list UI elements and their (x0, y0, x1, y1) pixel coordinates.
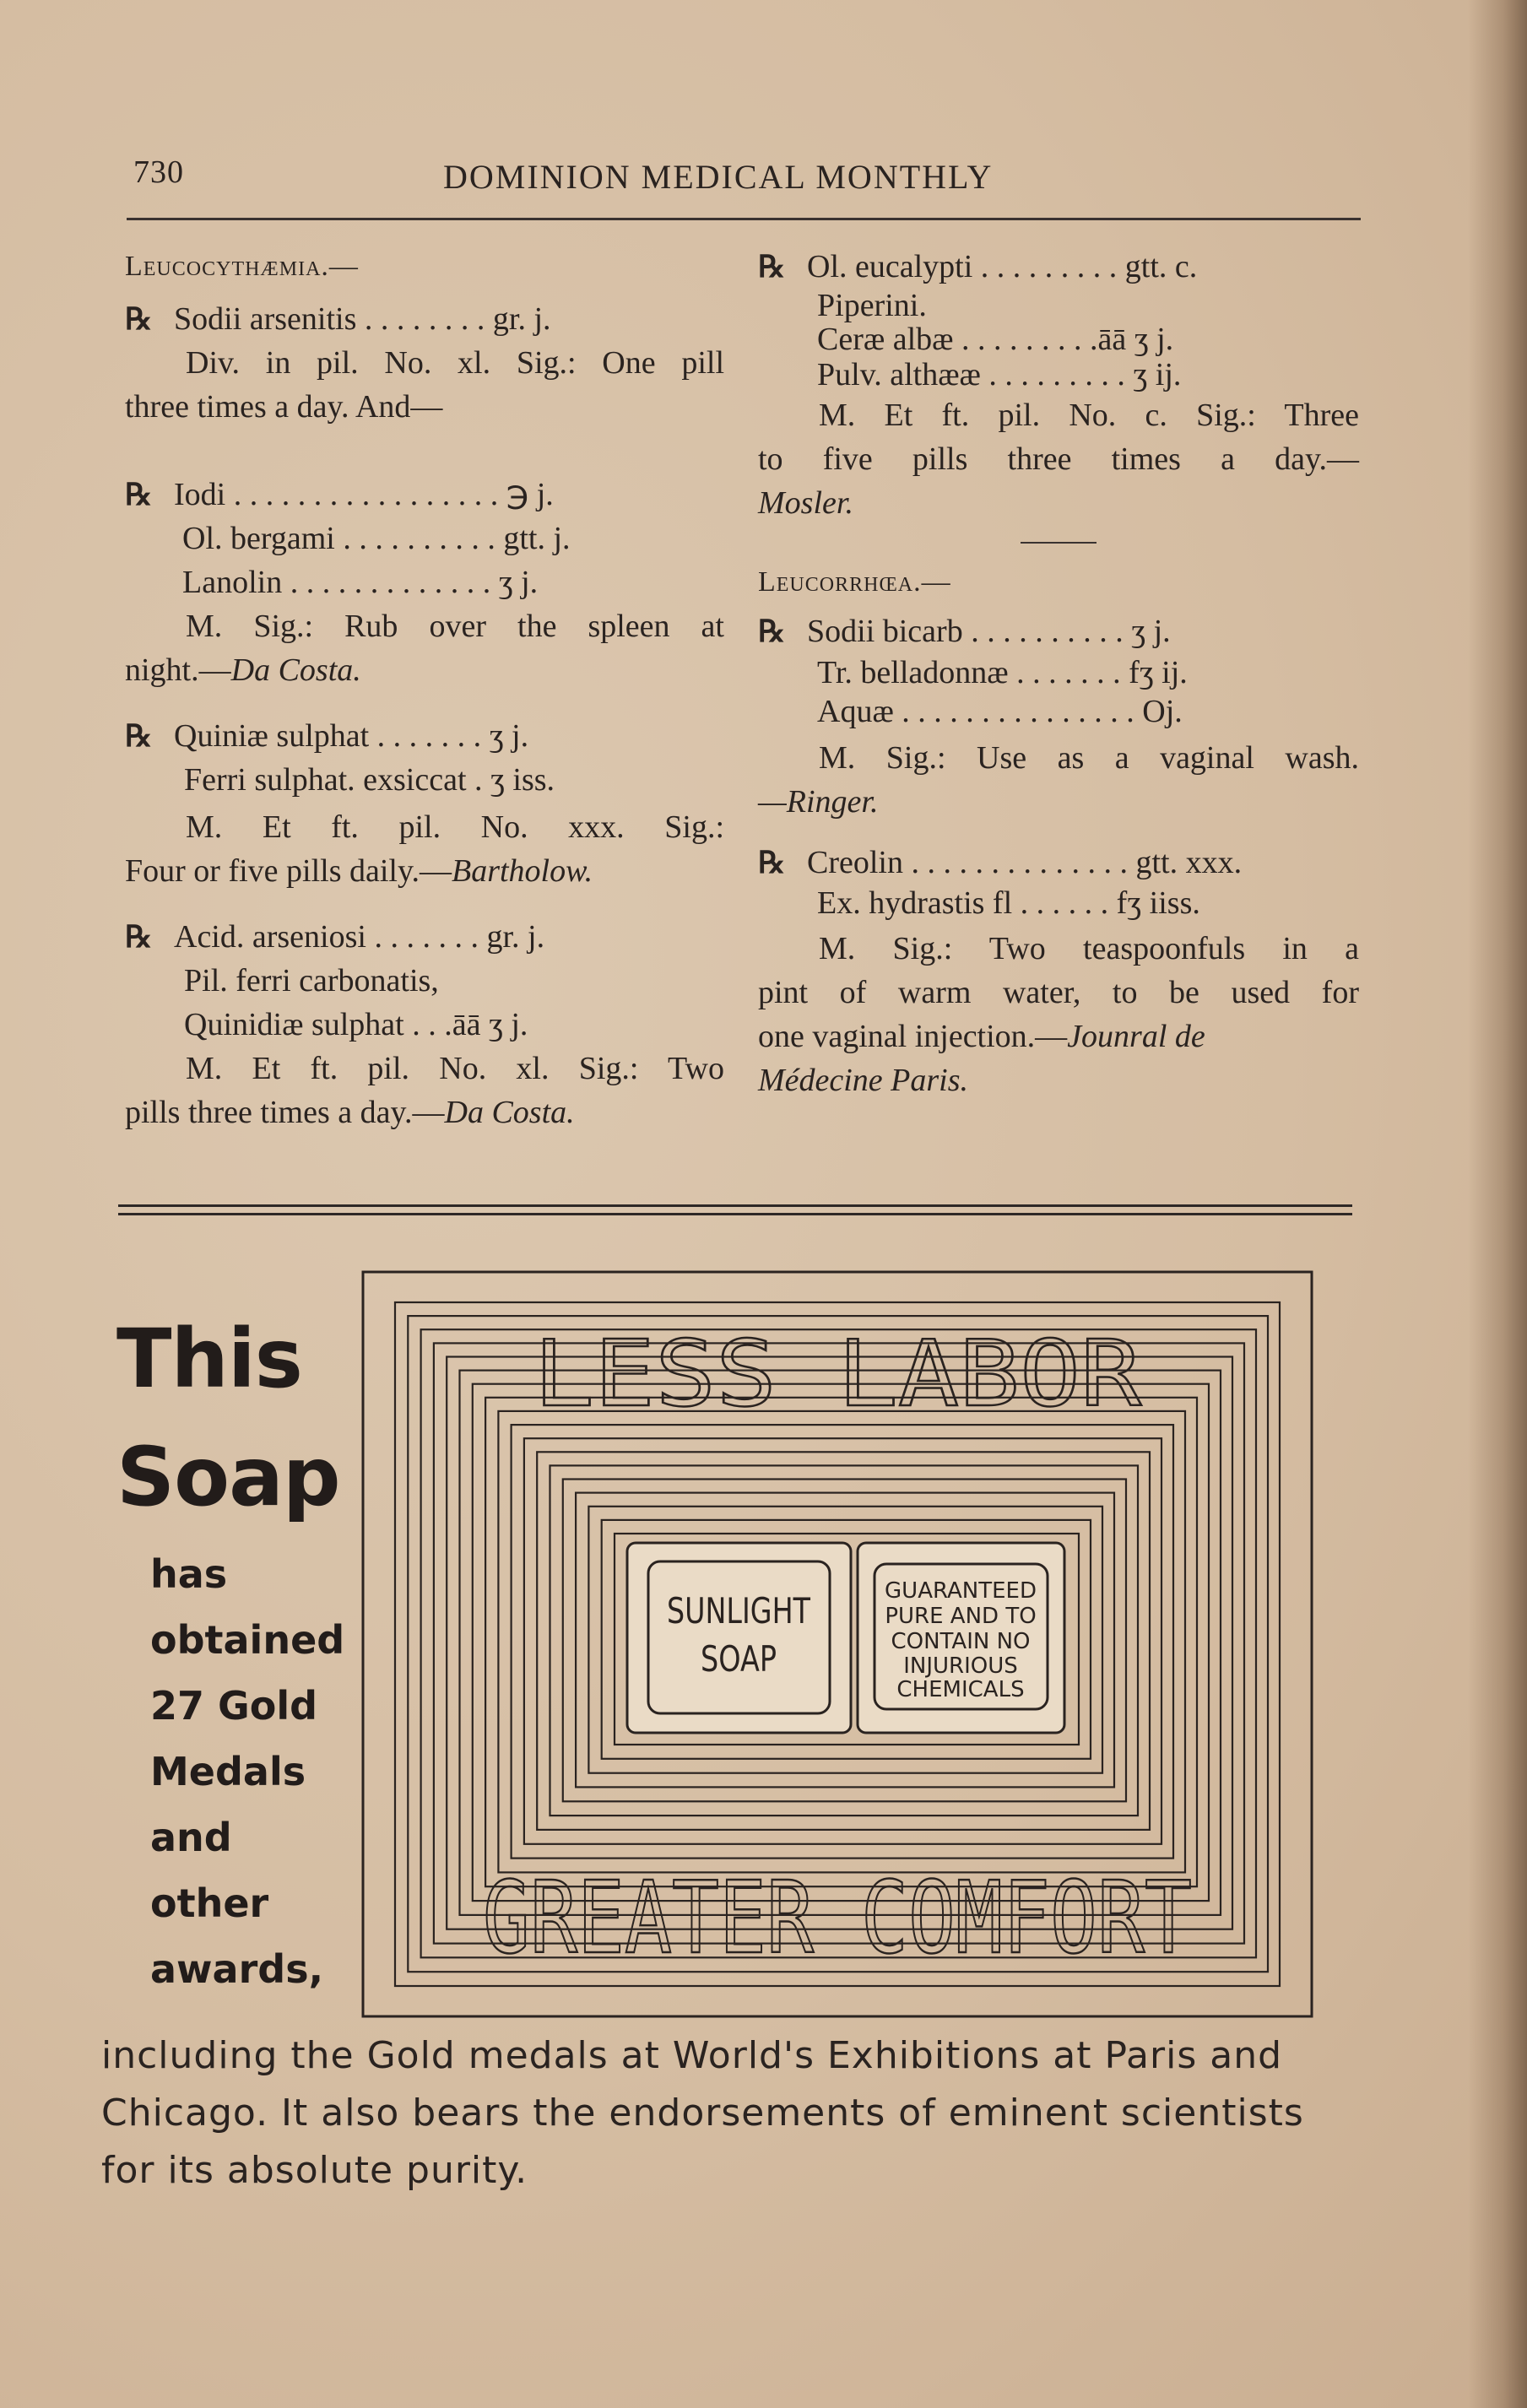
dose: ℈ j. (506, 477, 554, 512)
ingredient: Ferri sulphat. exsiccat . (184, 762, 483, 798)
author-citation: Jounral de (1067, 1019, 1205, 1054)
ad-headline-line: Soap (116, 1430, 340, 1524)
ad-text-line: awards, (150, 1946, 324, 1992)
soap-bar-right (858, 1543, 1064, 1733)
directions-line: Four or five pills daily.— (125, 853, 452, 889)
rx-symbol: ℞ (758, 846, 786, 879)
ingredient: Sodii bicarb . . . . . . . . . . (807, 614, 1124, 649)
soap-brand-line: SUNLIGHT (667, 1590, 811, 1631)
dose: fʒ ij. (1129, 655, 1188, 690)
dose: ʒ iss. (490, 762, 555, 798)
right-column (758, 245, 1359, 1102)
ad-illustration-svg (361, 1270, 1313, 2018)
page-header (127, 154, 1359, 204)
ingredient: Lanolin . . . . . . . . . . . . . (182, 565, 491, 600)
ingredient: Ex. hydrastis fl . . . . . . (817, 885, 1109, 921)
rx-symbol: ℞ (125, 302, 153, 336)
ingredient: Sodii arsenitis . . . . . . . . (174, 301, 485, 337)
dose: ʒ j. (488, 1007, 528, 1042)
ingredient: Pil. ferri carbonatis, (184, 963, 439, 998)
author-citation: Médecine Paris. (758, 1063, 969, 1098)
directions-line: M. Sig.: Use as a vaginal wash. (819, 740, 1359, 776)
soap-brand-line: SOAP (701, 1638, 777, 1680)
directions-line: M. Sig.: Two teaspoonfuls in a (819, 931, 1359, 966)
prescription-5 (758, 245, 1359, 525)
ad-top-slogan: LESS LABOR (533, 1322, 1143, 1427)
ingredient: Iodi . . . . . . . . . . . . . . . . . (174, 477, 499, 512)
ad-bottom-slogan: GREATER COMFORT (483, 1859, 1192, 1976)
ingredient: Pulv. althææ . . . . . . . . . (817, 357, 1125, 392)
ad-body-line: Chicago. It also bears the endorsements of eminent scientists (101, 2091, 1304, 2135)
prescription-3 (125, 714, 724, 893)
dose: gr. j. (486, 919, 545, 955)
dose: Oj. (1142, 694, 1183, 729)
section-divider (1021, 542, 1097, 544)
author-citation: Da Costa. (230, 652, 361, 688)
directions-line: M. Et ft. pil. No. xl. Sig.: Two (186, 1051, 724, 1086)
directions-line: M. Sig.: Rub over the spleen at (186, 609, 724, 644)
left-column (125, 245, 724, 1134)
author-citation: Bartholow. (452, 853, 593, 889)
ad-text-line: other (150, 1880, 269, 1926)
directions-line: M. Et ft. pil. No. c. Sig.: Three (819, 398, 1359, 433)
ingredient: Quinidiæ sulphat . . .āā (184, 1007, 481, 1042)
ad-text-line: and (150, 1815, 232, 1860)
ingredient: Quiniæ sulphat . . . . . . . (174, 718, 482, 754)
page-edge-shadow (1468, 0, 1527, 2408)
header-rule (127, 218, 1361, 220)
rx-symbol: ℞ (758, 250, 786, 284)
dose: ʒ j. (1131, 614, 1171, 649)
ingredient: Ceræ albæ . . . . . . . . .āā (817, 322, 1127, 357)
ad-text-line: 27 Gold (150, 1683, 318, 1729)
prescription-4 (125, 915, 724, 1134)
author-citation: —Ringer. (758, 784, 879, 820)
ad-body-line: including the Gold medals at World's Exhibitions at Paris and (101, 2034, 1283, 2077)
directions-line: M. Et ft. pil. No. xxx. Sig.: (186, 809, 724, 845)
dose: gr. j. (492, 301, 551, 337)
sunlight-soap-ad-illustration (361, 1270, 1313, 2018)
dose: gtt. j. (503, 521, 571, 556)
article-end-rule (118, 1204, 1352, 1207)
guarantee-line: INJURIOUS (903, 1653, 1018, 1679)
page-number: 730 (133, 154, 184, 190)
directions-line: to five pills three times a day.— (758, 441, 1359, 477)
prescription-1 (125, 297, 724, 429)
dose: ʒ j. (1134, 322, 1174, 357)
ad-bottom-text (101, 2027, 1334, 2200)
rx-symbol: ℞ (125, 920, 153, 954)
dose: gtt. xxx. (1135, 845, 1243, 880)
author-citation: Mosler. (758, 485, 853, 521)
ingredient: Aquæ . . . . . . . . . . . . . . . (817, 694, 1134, 729)
prescription-2 (125, 473, 724, 692)
guarantee-line: CONTAIN NO (891, 1629, 1031, 1654)
ad-left-text (116, 1300, 370, 2002)
ingredient: Acid. arseniosi . . . . . . . (174, 919, 479, 955)
prescription-7 (758, 841, 1359, 1102)
section-heading-leucorrhoea: Leucorrhœa.— (758, 566, 951, 598)
ad-text-line: obtained (150, 1617, 345, 1663)
directions-line: one vaginal injection.— (758, 1019, 1068, 1054)
directions-line: pills three times a day.— (125, 1095, 445, 1130)
soap-bar-left (627, 1543, 851, 1733)
guarantee-line: CHEMICALS (896, 1677, 1025, 1702)
guarantee-line: PURE AND TO (885, 1604, 1037, 1629)
directions-line: three times a day. And— (125, 389, 443, 425)
dose: fʒ iiss. (1116, 885, 1200, 921)
ad-text-line: has (150, 1551, 228, 1597)
ingredient: Piperini. (817, 288, 927, 323)
rx-symbol: ℞ (125, 719, 153, 753)
ingredient: Tr. belladonnæ . . . . . . . (817, 655, 1121, 690)
dose: ʒ ij. (1133, 357, 1182, 392)
ingredient: Ol. bergami . . . . . . . . . . (182, 521, 495, 556)
prescription-6 (758, 609, 1359, 824)
directions-line: night.— (125, 652, 231, 688)
guarantee-line: GUARANTEED (885, 1578, 1037, 1604)
ad-headline-line: This (116, 1312, 302, 1406)
directions-line: pint of warm water, to be used for (758, 975, 1359, 1010)
section-heading-leucocythaemia: Leucocythæmia.— (125, 251, 359, 282)
dose: ʒ j. (489, 718, 529, 754)
rx-symbol: ℞ (125, 478, 153, 511)
ingredient: Creolin . . . . . . . . . . . . . . (807, 845, 1128, 880)
rx-symbol: ℞ (758, 614, 786, 648)
directions-line: Div. in pil. No. xl. Sig.: One pill (186, 345, 724, 381)
dose: ʒ j. (498, 565, 539, 600)
journal-title: DOMINION MEDICAL MONTHLY (443, 158, 994, 196)
ad-text-line: Medals (150, 1749, 306, 1794)
ad-body-line: for its absolute purity. (101, 2149, 528, 2192)
article-end-rule (118, 1213, 1352, 1215)
dose: gtt. c. (1124, 249, 1198, 284)
ingredient: Ol. eucalypti . . . . . . . . . (807, 249, 1118, 284)
author-citation: Da Costa. (444, 1095, 575, 1130)
